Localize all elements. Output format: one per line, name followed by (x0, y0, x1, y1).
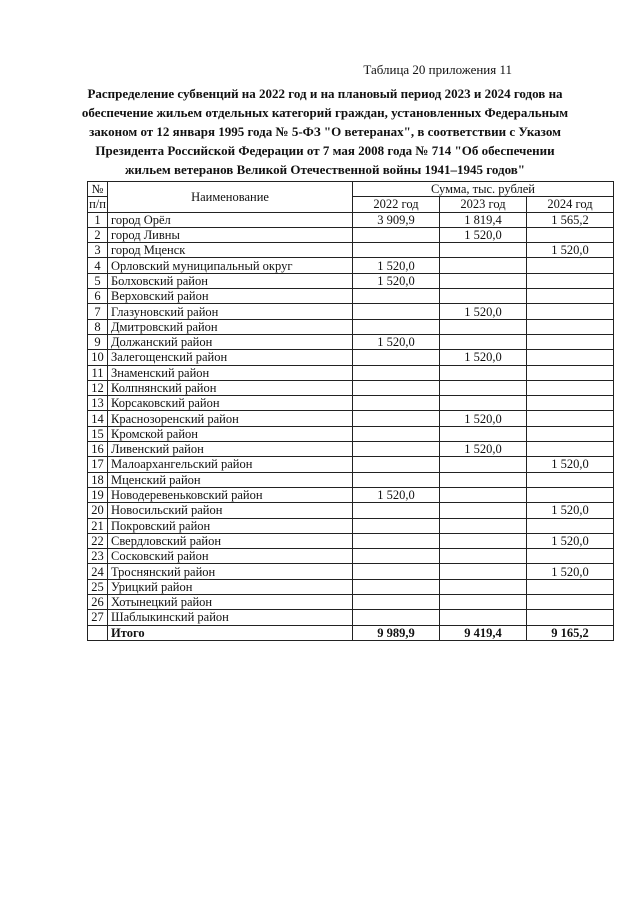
table-row (88, 610, 614, 625)
year-header-2023: 2023 год (440, 197, 527, 212)
value-2023 (440, 564, 527, 579)
row-number: 7 (88, 304, 108, 319)
row-number: 1 (88, 212, 108, 227)
row-number: 11 (88, 365, 108, 380)
value-2022 (353, 304, 440, 319)
table-row (88, 396, 614, 411)
row-name: Ливенский район (108, 442, 353, 457)
table-row (88, 304, 614, 319)
value-2022 (353, 243, 440, 258)
col-num-header-top: № (88, 182, 108, 197)
row-name: Мценский район (108, 472, 353, 487)
table-row (88, 273, 614, 288)
table-row (88, 503, 614, 518)
value-2024 (527, 273, 614, 288)
value-2023 (440, 396, 527, 411)
table-row (88, 319, 614, 334)
row-number: 3 (88, 243, 108, 258)
table-row (88, 595, 614, 610)
value-2022 (353, 350, 440, 365)
table-row (88, 289, 614, 304)
value-2023 (440, 549, 527, 564)
table-row (88, 579, 614, 594)
row-name: Корсаковский район (108, 396, 353, 411)
value-2023: 1 520,0 (440, 304, 527, 319)
value-2024 (527, 319, 614, 334)
value-2022 (353, 289, 440, 304)
total-2024: 9 165,2 (527, 625, 614, 640)
row-number: 16 (88, 442, 108, 457)
row-name: Верховский район (108, 289, 353, 304)
value-2023 (440, 595, 527, 610)
row-name: Свердловский район (108, 533, 353, 548)
row-name: Орловский муниципальный округ (108, 258, 353, 273)
value-2024 (527, 334, 614, 349)
row-name: город Орёл (108, 212, 353, 227)
value-2022 (353, 411, 440, 426)
value-2022 (353, 533, 440, 548)
value-2023 (440, 503, 527, 518)
col-name-header: Наименование (108, 182, 353, 213)
row-number: 26 (88, 595, 108, 610)
table-row (88, 533, 614, 548)
row-number: 18 (88, 472, 108, 487)
value-2024 (527, 579, 614, 594)
row-name: Шаблыкинский район (108, 610, 353, 625)
row-number: 9 (88, 334, 108, 349)
value-2024 (527, 365, 614, 380)
value-2022 (353, 518, 440, 533)
value-2024 (527, 426, 614, 441)
value-2024 (527, 227, 614, 242)
value-2024: 1 520,0 (527, 503, 614, 518)
value-2022 (353, 380, 440, 395)
total-2023: 9 419,4 (440, 625, 527, 640)
value-2023 (440, 289, 527, 304)
value-2022 (353, 472, 440, 487)
value-2022 (353, 365, 440, 380)
row-name: Краснозоренский район (108, 411, 353, 426)
table-row (88, 518, 614, 533)
value-2024: 1 565,2 (527, 212, 614, 227)
value-2022 (353, 442, 440, 457)
total-label: Итого (108, 625, 353, 640)
row-name: Новосильский район (108, 503, 353, 518)
value-2022: 1 520,0 (353, 334, 440, 349)
total-row (88, 625, 614, 640)
table-row (88, 487, 614, 502)
value-2022 (353, 227, 440, 242)
document-title: Распределение субвенций на 2022 год и на плановый период 2023 и 2024 годов на обеспечение жильем отдельных категорий граждан, установленных Федеральным законом от 12 января 1995 года № 5-ФЗ "О ветеранах", в соответствии с Указом Президента Российской Федерации от 7 мая 2008 года № 714 "Об обеспечении жильем ветеранов Великой Отечественной войны 1941–1945 годов" (81, 86, 569, 177)
table-row (88, 334, 614, 349)
col-sum-header: Сумма, тыс. рублей (353, 182, 614, 197)
value-2023 (440, 243, 527, 258)
value-2023 (440, 273, 527, 288)
value-2024 (527, 487, 614, 502)
value-2024 (527, 304, 614, 319)
table-row (88, 243, 614, 258)
row-name: Хотынецкий район (108, 595, 353, 610)
row-number: 14 (88, 411, 108, 426)
value-2024: 1 520,0 (527, 533, 614, 548)
row-name: город Мценск (108, 243, 353, 258)
value-2024 (527, 396, 614, 411)
value-2022: 1 520,0 (353, 487, 440, 502)
row-number: 25 (88, 579, 108, 594)
row-name: Знаменский район (108, 365, 353, 380)
value-2022 (353, 549, 440, 564)
row-number: 8 (88, 319, 108, 334)
row-name: Сосковский район (108, 549, 353, 564)
value-2022 (353, 564, 440, 579)
value-2022 (353, 595, 440, 610)
row-number: 5 (88, 273, 108, 288)
value-2022 (353, 610, 440, 625)
row-number: 23 (88, 549, 108, 564)
row-number: 22 (88, 533, 108, 548)
value-2024 (527, 411, 614, 426)
value-2022 (353, 426, 440, 441)
value-2022 (353, 319, 440, 334)
value-2022: 3 909,9 (353, 212, 440, 227)
value-2023 (440, 472, 527, 487)
value-2023 (440, 610, 527, 625)
row-number: 6 (88, 289, 108, 304)
row-number: 13 (88, 396, 108, 411)
value-2023 (440, 319, 527, 334)
row-name: Колпнянский район (108, 380, 353, 395)
table-row (88, 457, 614, 472)
row-number: 24 (88, 564, 108, 579)
value-2024: 1 520,0 (527, 457, 614, 472)
value-2023 (440, 533, 527, 548)
year-header-2024: 2024 год (527, 197, 614, 212)
value-2023: 1 520,0 (440, 227, 527, 242)
value-2024 (527, 258, 614, 273)
table-row (88, 258, 614, 273)
value-2023 (440, 380, 527, 395)
row-number: 27 (88, 610, 108, 625)
row-name: Дмитровский район (108, 319, 353, 334)
value-2022: 1 520,0 (353, 258, 440, 273)
value-2022 (353, 503, 440, 518)
value-2024 (527, 380, 614, 395)
value-2023: 1 520,0 (440, 350, 527, 365)
value-2023: 1 520,0 (440, 411, 527, 426)
value-2023 (440, 258, 527, 273)
row-name: Новодеревеньковский район (108, 487, 353, 502)
value-2023 (440, 457, 527, 472)
row-name: Троснянский район (108, 564, 353, 579)
row-name: Болховский район (108, 273, 353, 288)
row-name: Урицкий район (108, 579, 353, 594)
value-2022: 1 520,0 (353, 273, 440, 288)
table-row (88, 350, 614, 365)
table-row (88, 212, 614, 227)
row-number: 10 (88, 350, 108, 365)
row-name: Залегощенский район (108, 350, 353, 365)
table-row (88, 549, 614, 564)
row-name: город Ливны (108, 227, 353, 242)
value-2024 (527, 289, 614, 304)
table-row (88, 442, 614, 457)
row-number: 17 (88, 457, 108, 472)
table-row (88, 426, 614, 441)
row-name: Должанский район (108, 334, 353, 349)
value-2022 (353, 579, 440, 594)
value-2023 (440, 365, 527, 380)
col-num-header-bottom: п/п (89, 197, 106, 212)
value-2023 (440, 334, 527, 349)
value-2024 (527, 518, 614, 533)
table-row (88, 227, 614, 242)
row-name: Глазуновский район (108, 304, 353, 319)
value-2023 (440, 579, 527, 594)
year-header-2022: 2022 год (353, 197, 440, 212)
total-number-cell (88, 625, 108, 640)
value-2023 (440, 518, 527, 533)
subvention-table (87, 181, 614, 641)
value-2023: 1 520,0 (440, 442, 527, 457)
row-number: 4 (88, 258, 108, 273)
table-row (88, 472, 614, 487)
value-2024: 1 520,0 (527, 243, 614, 258)
value-2024 (527, 472, 614, 487)
value-2024 (527, 442, 614, 457)
row-number: 21 (88, 518, 108, 533)
total-2022: 9 989,9 (353, 625, 440, 640)
table-body (88, 212, 614, 640)
row-number: 20 (88, 503, 108, 518)
value-2022 (353, 396, 440, 411)
value-2023: 1 819,4 (440, 212, 527, 227)
row-name: Малоархангельский район (108, 457, 353, 472)
value-2023 (440, 426, 527, 441)
table-row (88, 564, 614, 579)
value-2022 (353, 457, 440, 472)
table-reference: Таблица 20 приложения 11 (363, 62, 512, 77)
row-number: 15 (88, 426, 108, 441)
row-name: Покровский район (108, 518, 353, 533)
row-number: 12 (88, 380, 108, 395)
value-2024 (527, 595, 614, 610)
value-2024: 1 520,0 (527, 564, 614, 579)
value-2023 (440, 487, 527, 502)
table-row (88, 380, 614, 395)
table-row (88, 411, 614, 426)
value-2024 (527, 610, 614, 625)
table-row (88, 365, 614, 380)
value-2024 (527, 350, 614, 365)
value-2024 (527, 549, 614, 564)
row-number: 19 (88, 487, 108, 502)
row-number: 2 (88, 227, 108, 242)
row-name: Кромской район (108, 426, 353, 441)
